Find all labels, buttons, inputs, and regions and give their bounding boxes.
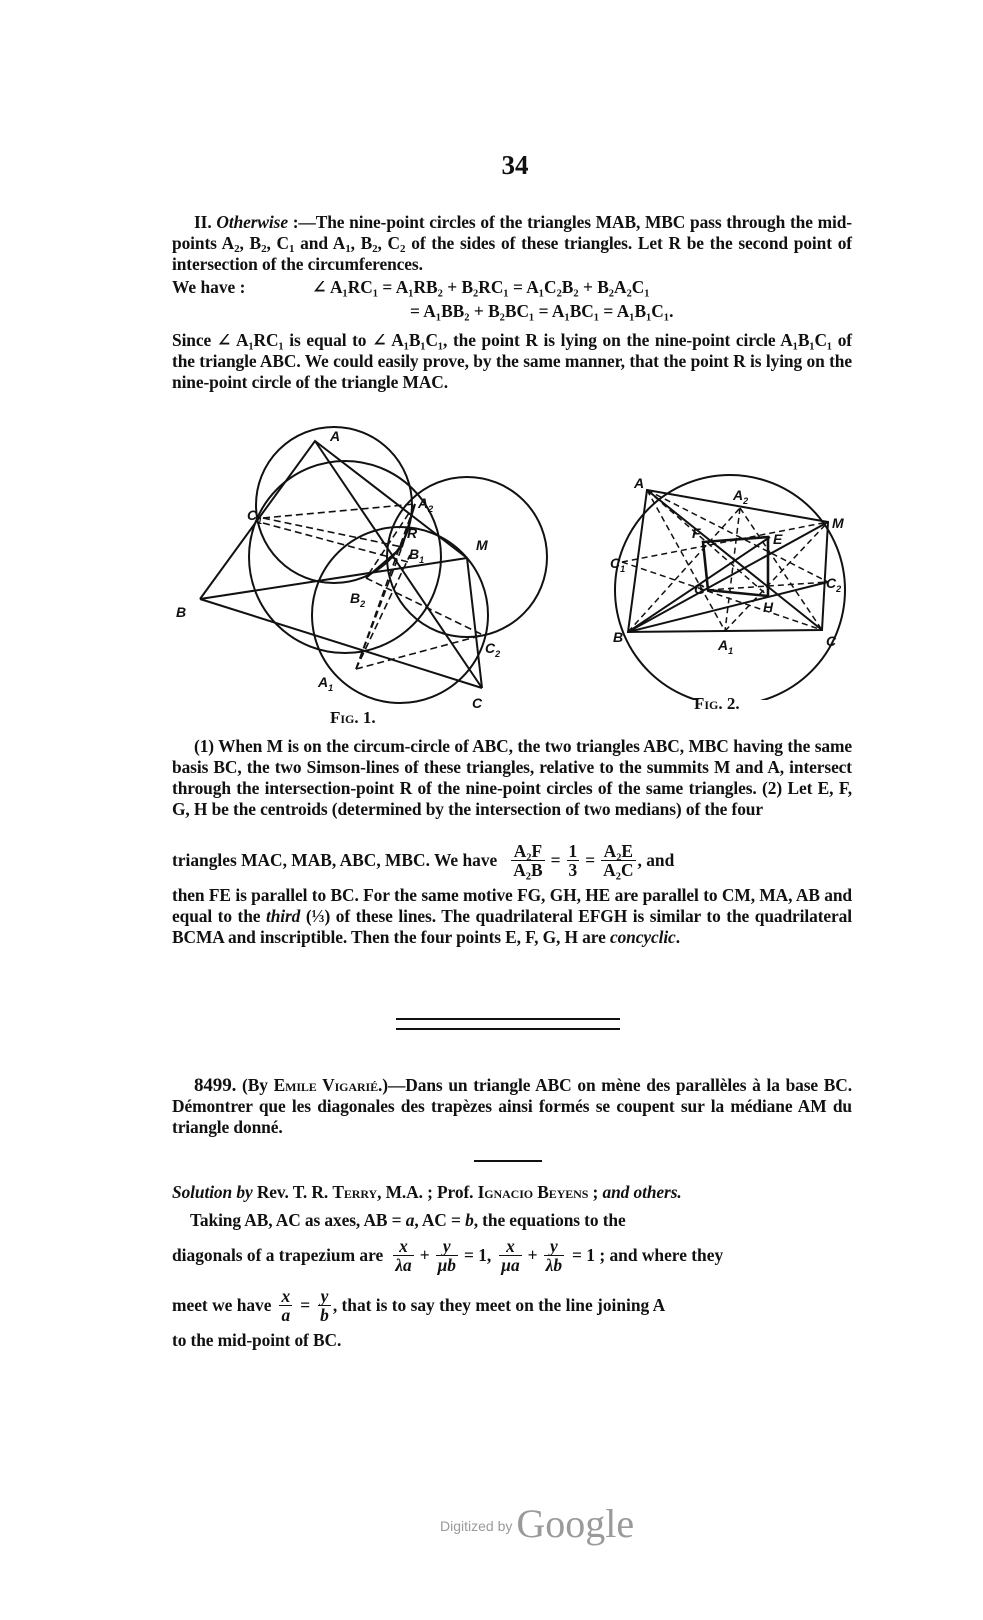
italic-text: and others. — [602, 1182, 682, 1202]
fig2-label-b: B — [613, 629, 624, 645]
fig1-label-b2: $B_2$ — [350, 590, 366, 609]
fig1-triangle-ab-bc — [200, 441, 467, 599]
lead-italic: Otherwise — [216, 212, 288, 232]
fig2-label-f: F — [692, 525, 701, 541]
fig2-line-b-c2 — [628, 582, 828, 632]
subscript: 2 — [261, 243, 267, 255]
numerator: y — [318, 1287, 331, 1306]
fig1-label-a1: $A_1$ — [318, 674, 334, 693]
text: .) — [378, 1075, 388, 1095]
subscript: 1 — [288, 243, 295, 255]
fig1-label-b: B — [176, 604, 187, 620]
denominator: λa — [395, 1255, 412, 1275]
text: , B — [239, 233, 262, 253]
figure-1 — [170, 425, 570, 715]
equation-line-1: ∠ A₁RC₁ = A₁RB₂ + B₂RC₁ = A₁C₂B₂ + B₂A₂C₁ — [312, 277, 650, 297]
figure-2-caption: Fig. 2. — [694, 694, 740, 713]
fig2-label-c1: $C_1$ — [610, 555, 626, 574]
fig2-label-c2: $C_2$ — [826, 575, 842, 594]
problem-number: 8499. — [194, 1075, 237, 1096]
discussion-paragraph-3 — [172, 885, 852, 948]
text: meet we have — [172, 1295, 272, 1315]
fig2-line-bm — [628, 522, 828, 632]
denominator: A₂C — [603, 860, 634, 880]
text: and A — [294, 233, 346, 253]
page-number: 34 — [501, 150, 529, 180]
fig1-label-c2: $C_2$ — [485, 640, 501, 659]
fig2-dash-c1-m — [622, 522, 828, 562]
numerator: y — [544, 1237, 564, 1256]
solution-attribution — [172, 1182, 852, 1203]
fig1-label-c1: $C_1$ — [247, 507, 263, 526]
figure-1-caption: Fig. 1. — [330, 708, 376, 727]
solver-name: Terry — [332, 1182, 378, 1202]
discussion-fraction-line — [172, 842, 852, 879]
text: ; — [588, 1182, 603, 1202]
fig2-label-c: C — [826, 633, 837, 649]
section-lead: II. — [194, 212, 212, 232]
subscript: 2 — [400, 243, 406, 255]
text: = 1 ; and where they — [572, 1245, 724, 1265]
text: , B — [350, 233, 373, 253]
fig2-label-h: H — [763, 599, 774, 615]
solution-label: Solution by — [172, 1182, 253, 1202]
solution-line-4: to the mid-point of BC. — [172, 1330, 342, 1350]
numerator: A₂E — [601, 842, 635, 861]
numerator: x — [393, 1237, 413, 1256]
numerator: x — [281, 1286, 291, 1306]
variable: b — [465, 1210, 474, 1230]
fraction-a2f-a2b — [511, 842, 544, 879]
fig2-label-a: A — [634, 475, 645, 491]
denominator: λb — [545, 1255, 563, 1275]
fig1-dash-c1-a2 — [263, 504, 415, 518]
text: . — [675, 927, 680, 947]
numerator: y — [436, 1237, 458, 1256]
text: , M.A. ; Prof. — [377, 1182, 478, 1202]
fraction-y-mb — [436, 1237, 458, 1274]
fig1-dash-a1-c2 — [356, 635, 483, 669]
variable: a — [405, 1210, 415, 1230]
problem-text: —Dans un triangle ABC on mène des parallèles à la base BC. Démontrer que les diagonales des trapèzes ainsi formés se coupent sur la médiane AM du triangle donné. — [172, 1075, 852, 1137]
fraction-y-b — [318, 1287, 331, 1324]
fraction-x-la — [393, 1237, 413, 1274]
plus: + — [527, 1245, 538, 1265]
watermark-text: Digitized by — [440, 1518, 513, 1534]
italic-text: concyclic — [609, 927, 676, 947]
subscript: 1 — [345, 243, 351, 255]
solution-line-1 — [172, 1210, 852, 1231]
text: diagonals of a trapezium are — [172, 1245, 384, 1265]
text: , the equations to the — [473, 1210, 626, 1230]
fraction-a2e-a2c — [601, 842, 635, 879]
section-divider — [396, 1018, 620, 1030]
text: of the sides of these triangles. Let R be the second point of intersection of the circumferences. — [172, 233, 852, 274]
text: = 1, — [463, 1245, 492, 1265]
text: Rev. T. R. — [252, 1182, 333, 1202]
fig1-label-m: M — [476, 537, 488, 553]
subscript: 2 — [234, 243, 240, 255]
fig1-label-r: R — [407, 525, 418, 541]
google-logo: Google — [516, 1501, 635, 1546]
numerator: A₂F — [511, 842, 544, 861]
fig2-label-m: M — [832, 515, 844, 531]
text: :—The nine-point circles of the triangles MAB, MBC pass through the mid-points A — [172, 212, 852, 253]
discussion-paragraph-1: (1) When M is on the circum-circle of ABC, the two triangles ABC, MBC having the same basis BC, the two Simson-lines of these triangles, relative to the summits M and A, intersect through the intersection-point R of the nine-point circles of the same triangles. (2) Let E, F, G, H be the centroids (determined by the intersection of two medians) of the four — [172, 736, 852, 819]
fig2-label-g: G — [694, 581, 705, 597]
fig1-label-b1: $B_1$ — [409, 546, 425, 565]
text: then FE is parallel to BC. For the same motive FG, GH, HE are parallel to CM, MA, AB and equal to the — [172, 885, 852, 926]
fig2-label-e: E — [773, 531, 783, 547]
equals: = — [585, 850, 596, 870]
text: , and — [637, 850, 675, 870]
fig1-line-bc — [200, 599, 482, 688]
denominator: a — [281, 1305, 291, 1325]
subscript: 2 — [372, 243, 378, 255]
section-ii-paragraph — [172, 212, 852, 275]
fig1-line-bm — [200, 558, 467, 599]
text: , AC = — [414, 1210, 466, 1230]
fig2-label-a2: $A_2$ — [733, 487, 749, 506]
italic-text: third — [265, 906, 301, 926]
denominator: b — [320, 1305, 329, 1325]
text: (⅓) of these lines. The quadrilateral EFGH is similar to the quadrilateral BCMA and inscriptible. Then the four points E, F, G, H are — [172, 906, 852, 947]
text: Taking AB, AC as axes, AB = — [190, 1210, 406, 1230]
text: triangles MAC, MAB, ABC, MBC. We have — [172, 850, 498, 870]
equation-label: We have : — [172, 277, 246, 297]
equation-line-2: = A₁BB₂ + B₂BC₁ = A₁BC₁ = A₁B₁C₁. — [410, 301, 674, 321]
text: (By — [242, 1075, 274, 1095]
numerator: 1 — [568, 841, 578, 861]
fraction-one-third — [567, 842, 580, 879]
google-watermark — [440, 1500, 634, 1547]
fraction-x-a — [279, 1287, 292, 1324]
denominator: μa — [501, 1255, 520, 1275]
figure-2 — [600, 470, 860, 700]
fig1-label-a: A — [330, 428, 341, 444]
solution-line-3 — [172, 1287, 665, 1324]
denominator: A₂B — [513, 860, 543, 880]
fraction-y-lb — [544, 1237, 564, 1274]
equals: = — [300, 1295, 311, 1315]
fig1-dash-b2-c2 — [366, 578, 483, 635]
denominator: 3 — [568, 860, 578, 880]
text: , that is to say they meet on the line joining A — [332, 1295, 666, 1315]
text: , C — [266, 233, 289, 253]
fig1-label-c: C — [472, 695, 483, 711]
fraction-x-ma — [499, 1237, 521, 1274]
fig1-dash-c1-r — [263, 518, 402, 547]
problem-author: Emile Vigarié — [273, 1075, 379, 1095]
plus: + — [419, 1245, 430, 1265]
solver-name: Ignacio Beyens — [477, 1182, 589, 1202]
fig1-label-a2: $A_2$ — [418, 495, 434, 514]
problem-8499-statement — [172, 1075, 852, 1138]
since-paragraph: Since ∠ A₁RC₁ is equal to ∠ A₁B₁C₁, the point R is lying on the nine-point circle A₁B₁C₁ of the triangle ABC. We could easily prove, by the same manner, that the point R is lying on the nine-point circle of the triangle MAC. — [172, 330, 852, 392]
fig2-label-a1: $A_1$ — [718, 637, 734, 656]
solution-line-2 — [172, 1237, 723, 1274]
solution-divider — [474, 1160, 542, 1162]
numerator: x — [499, 1237, 521, 1256]
equals: = — [550, 850, 561, 870]
text: , C — [377, 233, 401, 253]
denominator: μb — [437, 1255, 456, 1275]
